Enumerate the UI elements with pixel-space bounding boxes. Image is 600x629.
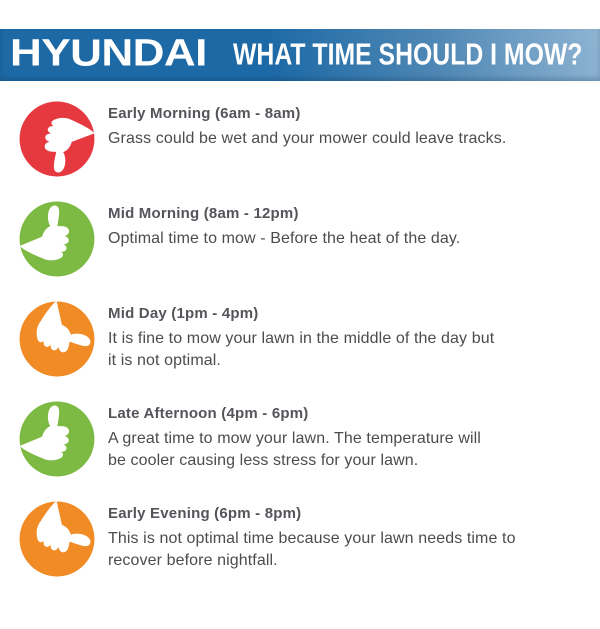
thumb-up-icon — [18, 200, 96, 278]
item-body-line: It is fine to mow your lawn in the middle of the day but — [108, 330, 495, 347]
item-text — [108, 300, 494, 371]
item-body-line: it is not optimal. — [108, 351, 221, 369]
schedule-item-mid-morning — [0, 200, 600, 300]
item-body-line: A great time to mow your lawn. The temperature will — [108, 430, 481, 447]
item-text — [108, 400, 481, 471]
banner-title: WHAT TIME SHOULD I MOW? — [233, 36, 583, 72]
thumb-side-icon — [18, 500, 96, 578]
item-body-line: recover before nightfall. — [108, 551, 278, 569]
item-title: Mid Day (1pm - 4pm) — [108, 305, 259, 322]
item-title: Early Evening (6pm - 8pm) — [108, 505, 302, 522]
brand-logo: HYUNDAI — [10, 32, 207, 75]
item-title: Mid Morning (8am - 12pm) — [108, 205, 299, 222]
item-body-line: Optimal time to mow - Before the heat of the day. — [108, 230, 461, 247]
thumb-up-icon — [18, 400, 96, 478]
item-text — [108, 500, 516, 571]
item-body-line: Grass could be wet and your mower could leave tracks. — [108, 130, 507, 147]
mow-schedule-list — [0, 100, 600, 600]
item-title: Early Morning (6am - 8am) — [108, 105, 301, 122]
item-body-line: This is not optimal time because your lawn needs time to — [108, 530, 516, 547]
schedule-item-late-afternoon — [0, 400, 600, 500]
item-text — [108, 200, 460, 250]
thumb-side-icon — [18, 300, 96, 378]
item-title: Late Afternoon (4pm - 6pm) — [108, 405, 309, 422]
item-body-line: be cooler causing less stress for your lawn. — [108, 451, 419, 469]
item-text — [108, 100, 506, 150]
schedule-item-early-evening — [0, 500, 600, 600]
schedule-item-mid-day — [0, 300, 600, 400]
header-banner — [0, 29, 600, 81]
schedule-item-early-morning — [0, 100, 600, 200]
thumb-down-icon — [18, 100, 96, 178]
